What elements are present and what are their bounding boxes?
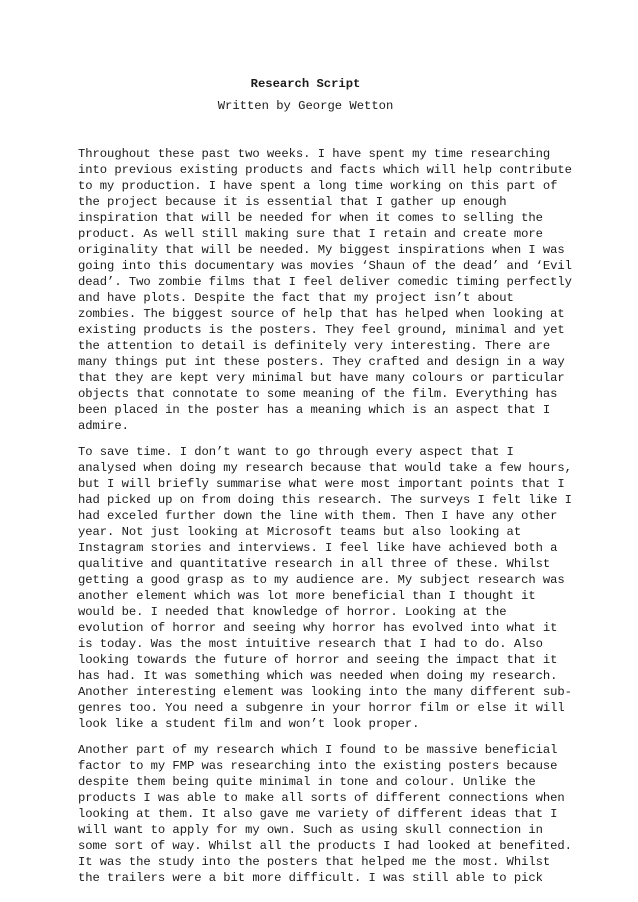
text-line: is today. Was the most intuitive research that I had to do. Also (78, 637, 543, 651)
text-line: Another interesting element was looking into the many different sub- (78, 685, 572, 699)
text-line: had exceled further down the line with them. Then I have any other (78, 509, 558, 523)
text-line: year. Not just looking at Microsoft teams but also looking at (78, 525, 522, 539)
text-line: Instagram stories and interviews. I feel like have achieved both a (78, 541, 558, 555)
text-line: objects that connotate to some meaning of the film. Everything has (78, 387, 558, 401)
text-line: but I will briefly summarise what were most important points that I (78, 477, 565, 491)
text-line: another element which was lot more beneficial than I thought it (78, 589, 536, 603)
text-line: that they are kept very minimal but have many colours or particular (78, 371, 565, 385)
text-line: despite them being quite minimal in tone and colour. Unlike the (78, 775, 536, 789)
text-line: into previous existing products and facts which will help contribute (78, 163, 572, 177)
text-line: looking towards the future of horror and seeing the impact that it (78, 653, 558, 667)
text-line: qualitive and quantitative research in all three of these. Whilst (78, 557, 551, 571)
paragraph (78, 146, 578, 434)
text-line: Throughout these past two weeks. I have spent my time researching (78, 147, 551, 161)
text-line: It was the study into the posters that helped me the most. Whilst (78, 855, 551, 869)
text-line: would be. I needed that knowledge of horror. Looking at the (78, 605, 507, 619)
text-line: look like a student film and won’t look proper. (78, 717, 420, 731)
text-line: zombies. The biggest source of help that has helped when looking at (78, 307, 565, 321)
text-line: had picked up on from doing this research. The surveys I felt like I (78, 493, 572, 507)
text-line: to my production. I have spent a long time working on this part of (78, 179, 558, 193)
text-line: existing products is the posters. They feel ground, minimal and yet (78, 323, 565, 337)
text-line: Another part of my research which I found to be massive beneficial (78, 743, 558, 757)
text-line: To save time. I don’t want to go through every aspect that I (78, 445, 514, 459)
document-subtitle: Written by George Wetton (217, 99, 394, 113)
text-line: some sort of way. Whilst all the products I had looked at benefited. (78, 839, 572, 853)
text-line: the trailers were a bit more difficult. I was still able to pick (78, 871, 543, 885)
text-line: genres too. You need a subgenre in your horror film or else it will (78, 701, 565, 715)
text-line: the project because it is essential that I gather up enough (78, 195, 507, 209)
text-line: going into this documentary was movies ‘Shaun of the dead’ and ‘Evil (78, 259, 572, 273)
text-line: will want to apply for my own. Such as using skull connection in (78, 823, 543, 837)
text-line: factor to my FMP was researching into the existing posters because (78, 759, 558, 773)
text-line: many things put int these posters. They crafted and design in a way (78, 355, 565, 369)
text-line: looking at them. It also gave me variety of different ideas that I (78, 807, 558, 821)
text-line: products I was able to make all sorts of different connections when (78, 791, 565, 805)
text-line: originality that will be needed. My biggest inspirations when I was (78, 243, 565, 257)
text-line: dead’. Two zombie films that I feel deliver comedic timing perfectly (78, 275, 572, 289)
paragraph (78, 444, 578, 732)
text-line: admire. (78, 419, 129, 433)
document-body (78, 146, 578, 896)
text-line: product. As well still making sure that I retain and create more (78, 227, 543, 241)
text-line: has had. It was something which was needed when doing my research. (78, 669, 558, 683)
text-line: and have plots. Despite the fact that my project isn’t about (78, 291, 514, 305)
paragraph (78, 742, 578, 886)
text-line: getting a good grasp as to my audience are. My subject research was (78, 573, 565, 587)
text-line: inspiration that will be needed for when it comes to selling the (78, 211, 543, 225)
text-line: evolution of horror and seeing why horror has evolved into what it (78, 621, 558, 635)
text-line: analysed when doing my research because that would take a few hours, (78, 461, 572, 475)
text-line: the attention to detail is definitely very interesting. There are (78, 339, 551, 353)
document-title: Research Script (250, 77, 361, 91)
text-line: been placed in the poster has a meaning which is an aspect that I (78, 403, 551, 417)
